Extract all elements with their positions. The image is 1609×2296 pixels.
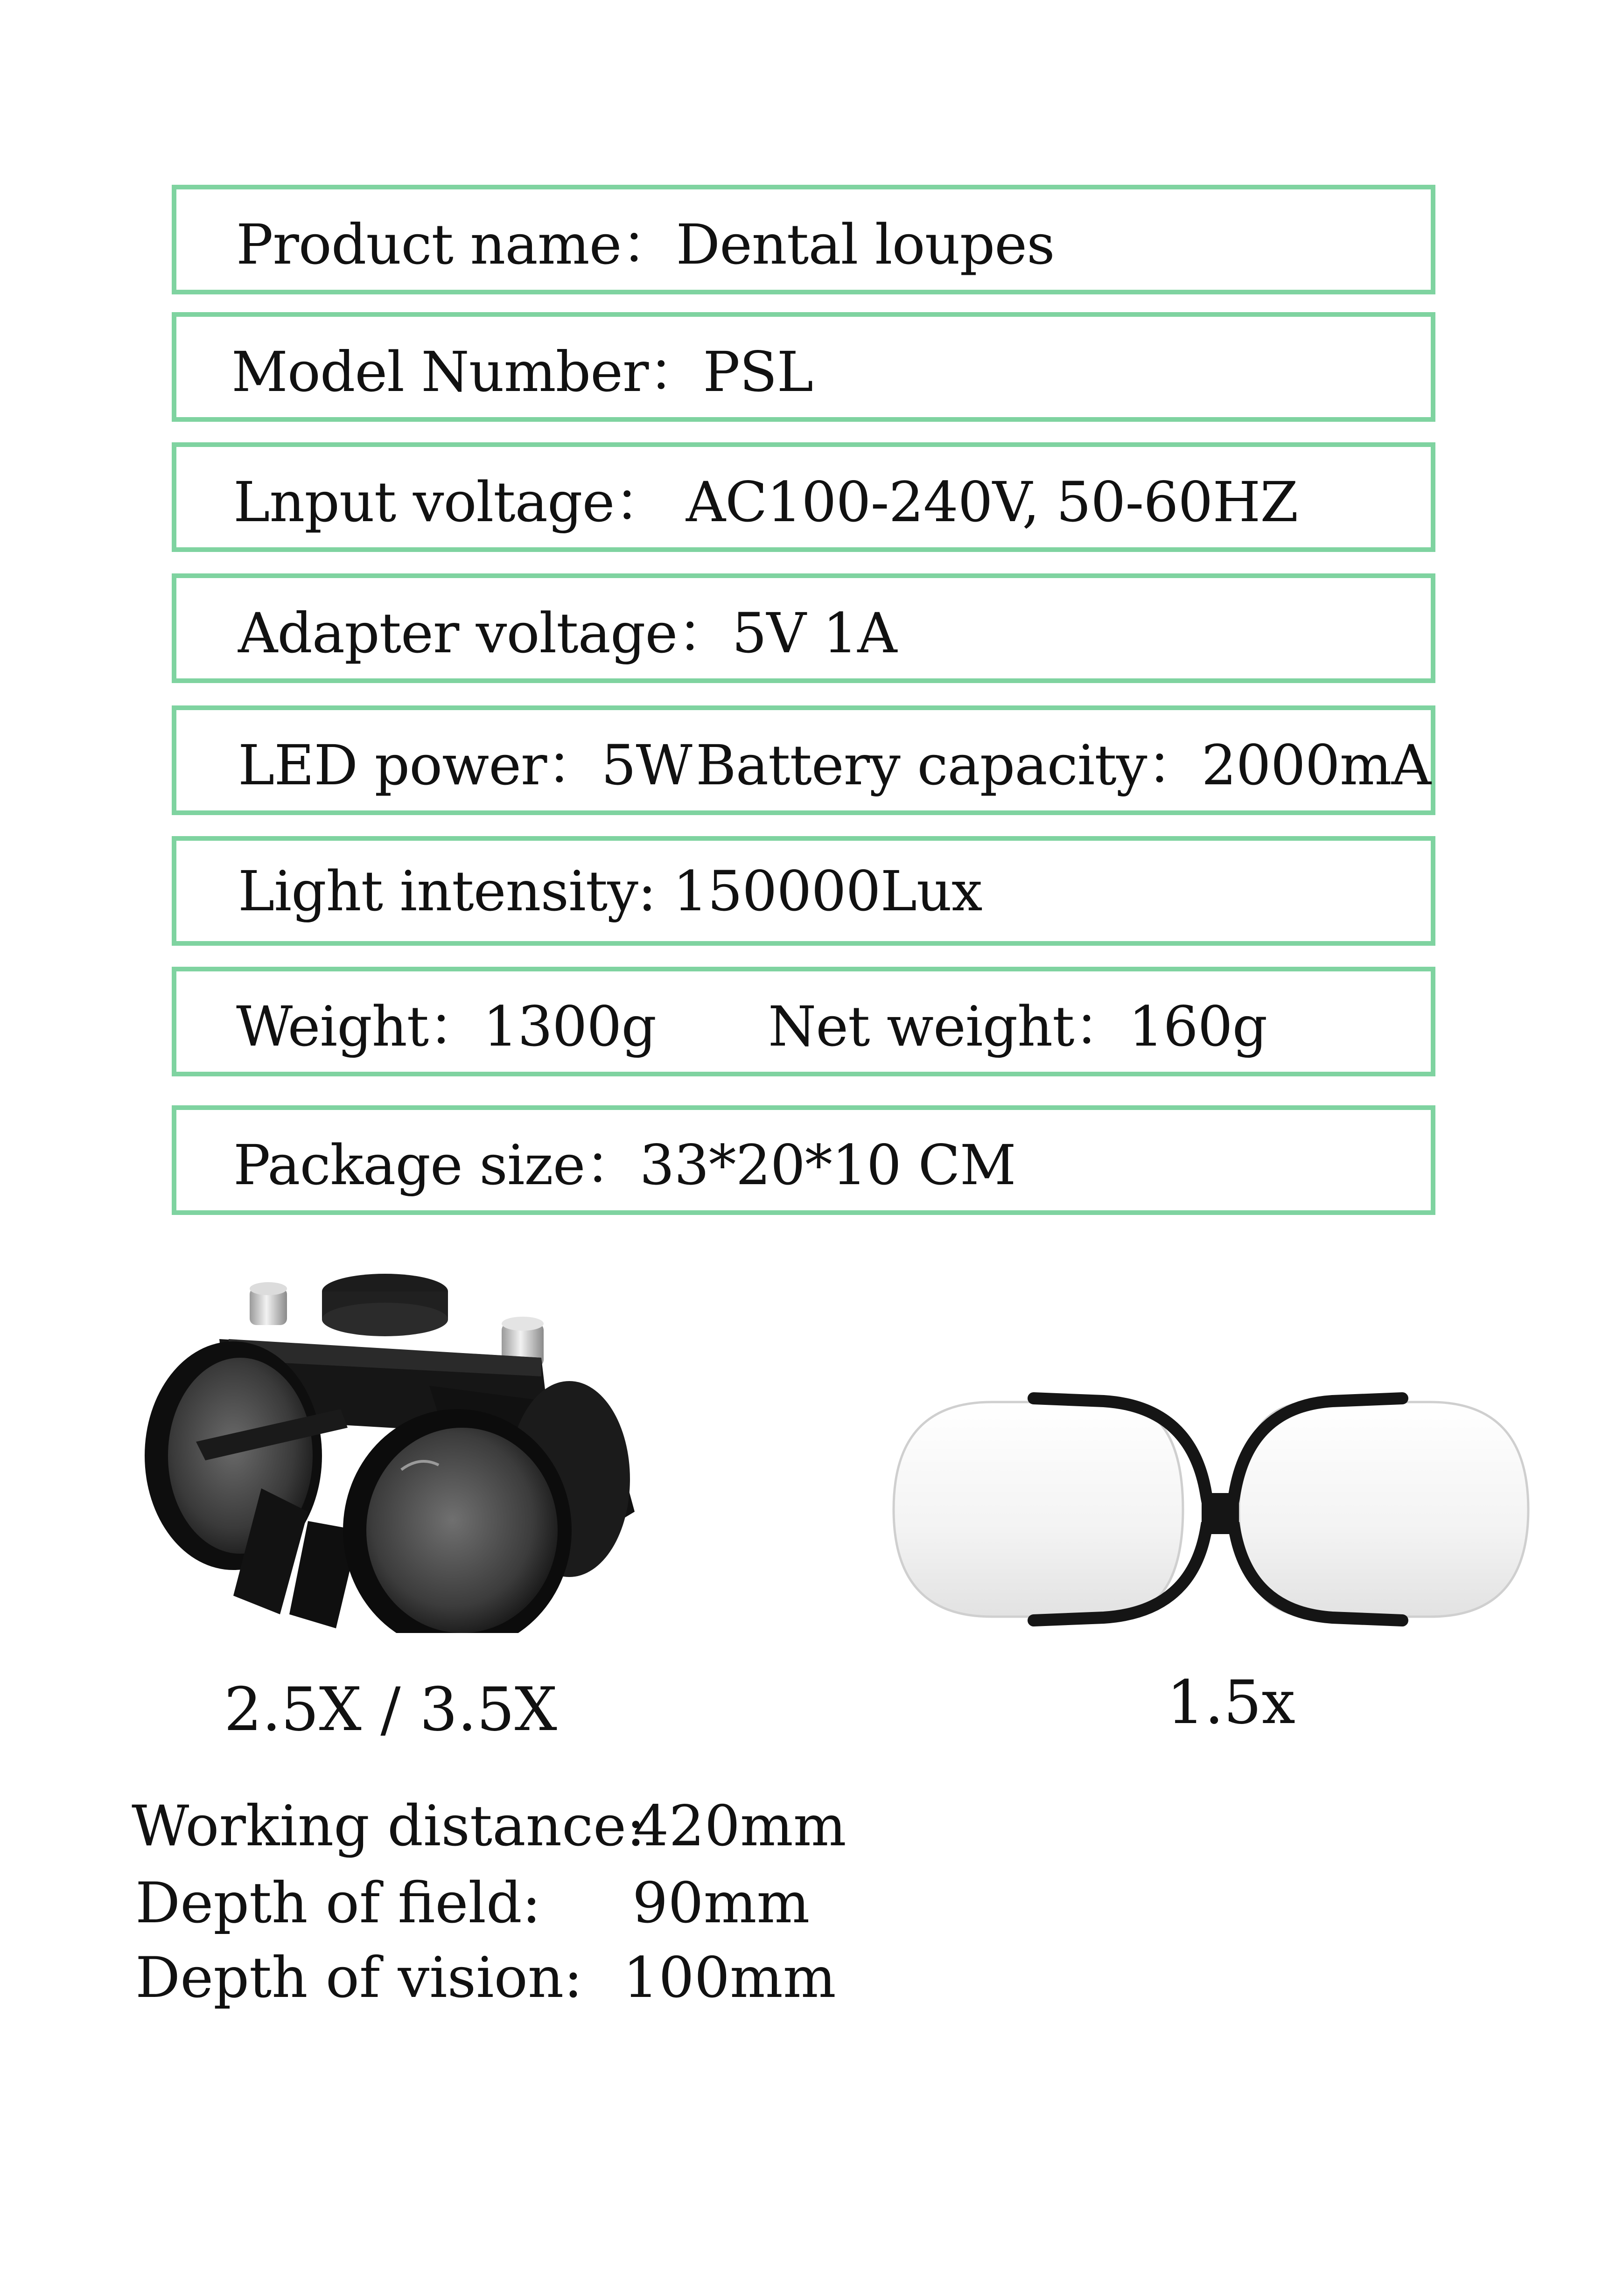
model-number-text: Model Number：PSL (231, 339, 813, 404)
spec-package-size (172, 1105, 1435, 1215)
working-distance-value: 420mm (633, 1794, 846, 1859)
spec-power-battery (172, 705, 1435, 815)
package-size-text: Package size：33*20*10 CM (233, 1132, 1016, 1197)
spec-model-number (172, 312, 1435, 422)
spec-adapter-voltage (172, 573, 1435, 683)
light-intensity-text: Light intensity: 150000Lux (238, 858, 982, 923)
spec-product-name (172, 185, 1435, 294)
adapter-voltage-text: Adapter voltage：5V 1A (238, 600, 897, 665)
depth-of-field-label: Depth of field: (135, 1871, 541, 1936)
magnifier-lens-icon (884, 1388, 1538, 1631)
input-voltage-text: Lnput voltage： AC100-240V, 50-60HZ (233, 469, 1298, 534)
spec-weight (172, 967, 1435, 1076)
product-name-text: Product name：Dental loupes (236, 212, 1055, 277)
spec-light-intensity (172, 836, 1435, 946)
working-distance-label: Working distance: (132, 1794, 645, 1859)
battery-capacity-text: Battery capacity：2000mA (696, 733, 1431, 797)
dental-loupe-icon (140, 1269, 653, 1633)
weight-text: Weight：1300g (236, 994, 657, 1059)
spec-input-voltage (172, 442, 1435, 552)
net-weight-text: Net weight：160g (768, 994, 1267, 1059)
depth-of-field-value: 90mm (632, 1871, 810, 1936)
depth-of-vision-label: Depth of vision: (135, 1946, 583, 2010)
lens-caption: 1.5x (1167, 1668, 1295, 1738)
loupe-caption: 2.5X / 3.5X (224, 1675, 557, 1745)
led-power-text: LED power：5W (238, 733, 692, 797)
depth-of-vision-value: 100mm (623, 1946, 836, 2010)
